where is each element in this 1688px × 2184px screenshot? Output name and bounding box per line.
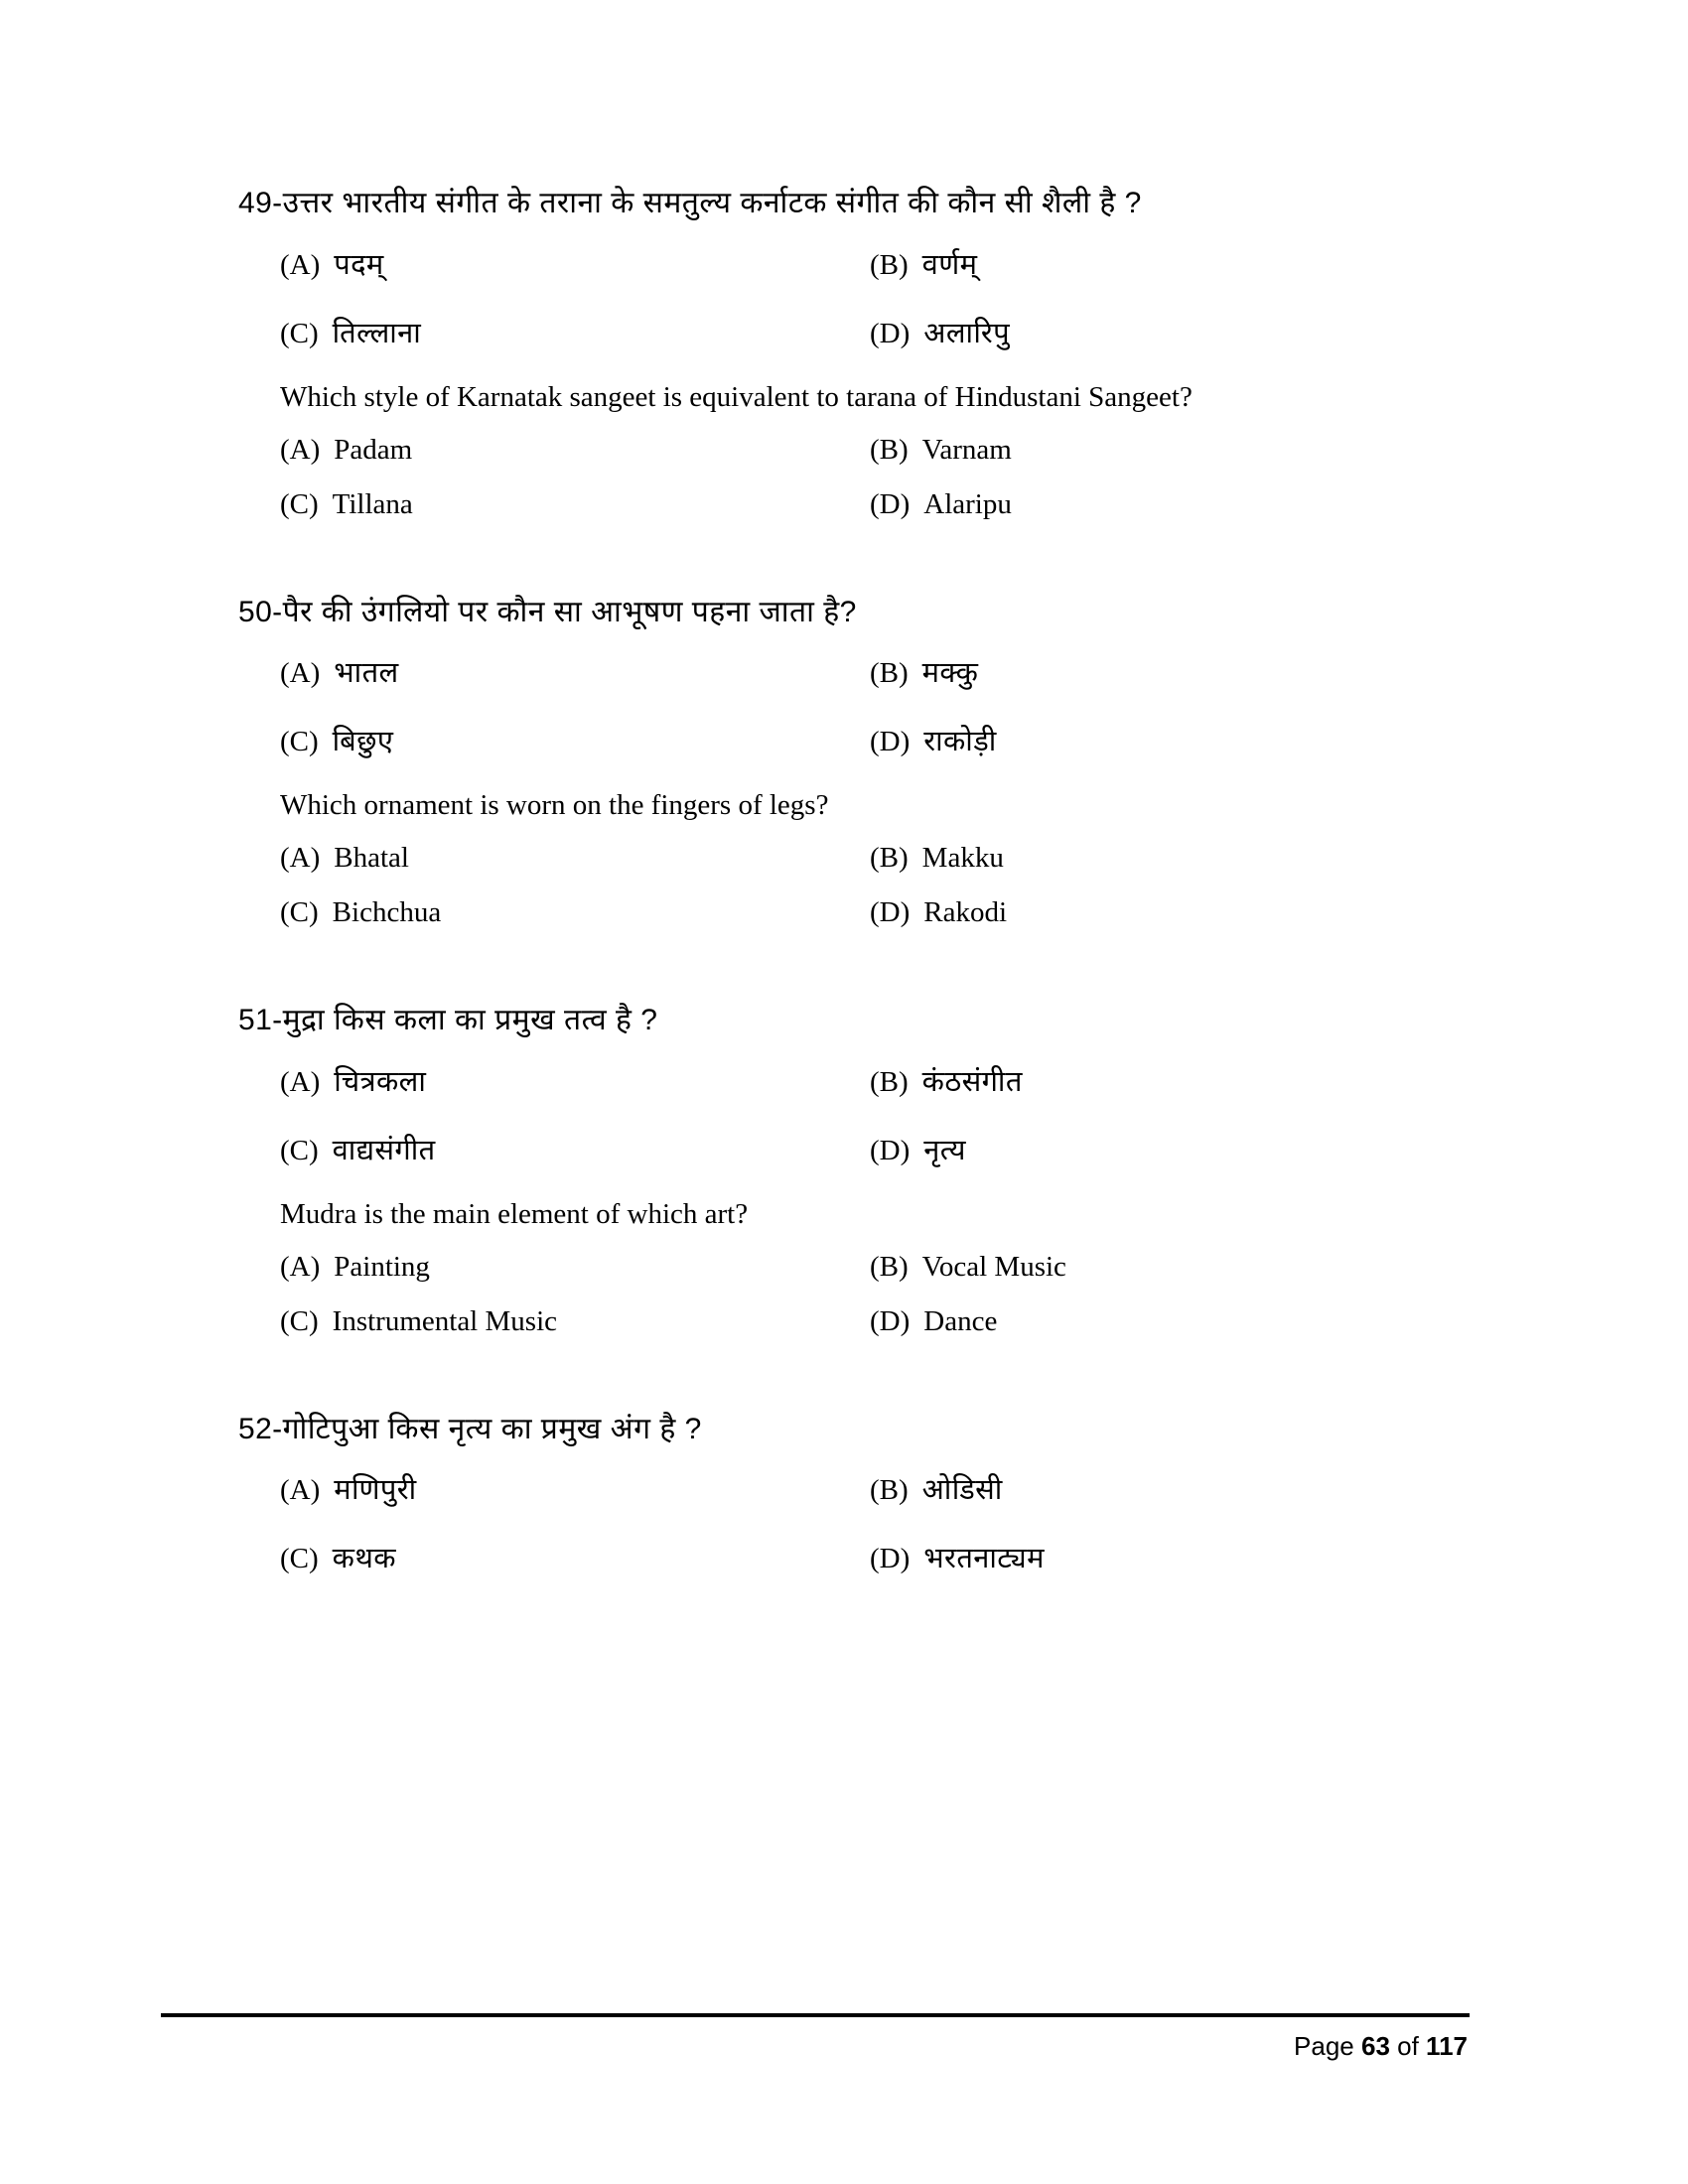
option-row <box>280 1251 1460 1284</box>
option-row <box>280 434 1460 467</box>
question-heading <box>238 1410 1460 1450</box>
option-row <box>280 244 1460 283</box>
option-label: (A) <box>280 842 321 874</box>
option-text: मक्कु <box>921 657 979 689</box>
option-row <box>280 1305 1460 1338</box>
option-d-english[interactable] <box>870 896 1460 929</box>
page-footer <box>1294 2031 1468 2062</box>
option-text: Varnam <box>921 433 1012 466</box>
option-d[interactable] <box>870 1538 1460 1576</box>
option-row <box>280 896 1460 929</box>
option-text: वर्णम् <box>921 248 978 281</box>
option-c[interactable] <box>280 721 870 759</box>
option-b[interactable] <box>870 1061 1460 1100</box>
option-a-english[interactable] <box>280 1251 870 1284</box>
question-number: 51- <box>238 1004 283 1036</box>
option-label: (D) <box>870 726 911 757</box>
option-text: तिल्लाना <box>332 317 422 349</box>
option-row <box>280 652 1460 691</box>
option-b[interactable] <box>870 652 1460 691</box>
footer-prefix: Page <box>1294 2031 1361 2061</box>
question-heading <box>238 1001 1460 1041</box>
option-d[interactable] <box>870 313 1460 351</box>
option-a[interactable] <box>280 1469 870 1508</box>
option-d-english[interactable] <box>870 488 1460 521</box>
question-number: 49- <box>238 187 283 219</box>
option-text: Dance <box>923 1304 998 1337</box>
option-c-english[interactable] <box>280 1305 870 1338</box>
option-row <box>280 313 1460 351</box>
question-number: 50- <box>238 595 283 628</box>
option-label: (A) <box>280 248 321 281</box>
option-row <box>280 1130 1460 1168</box>
option-text: ओडिसी <box>921 1474 1003 1506</box>
option-label: (B) <box>870 1474 909 1506</box>
option-label: (C) <box>280 1134 319 1166</box>
option-d-english[interactable] <box>870 1305 1460 1338</box>
options-hindi <box>280 244 1460 351</box>
question-block <box>238 184 1460 521</box>
option-text: कंठसंगीत <box>921 1065 1023 1098</box>
option-label: (A) <box>280 1250 321 1283</box>
option-row <box>280 842 1460 875</box>
option-b-english[interactable] <box>870 1251 1460 1284</box>
option-a[interactable] <box>280 1061 870 1100</box>
options-english <box>280 434 1460 521</box>
option-d[interactable] <box>870 721 1460 759</box>
option-label: (C) <box>280 317 319 349</box>
option-c[interactable] <box>280 1130 870 1168</box>
option-text: Makku <box>921 842 1004 874</box>
option-a-english[interactable] <box>280 434 870 467</box>
option-label: (A) <box>280 657 321 689</box>
option-a[interactable] <box>280 652 870 691</box>
option-label: (A) <box>280 433 321 466</box>
option-text: Vocal Music <box>921 1250 1066 1283</box>
question-block <box>238 593 1460 930</box>
option-row <box>280 721 1460 759</box>
option-label: (B) <box>870 248 909 281</box>
option-label: (C) <box>280 726 319 757</box>
option-row <box>280 1061 1460 1100</box>
options-hindi <box>280 652 1460 759</box>
option-c[interactable] <box>280 313 870 351</box>
options-english <box>280 842 1460 929</box>
option-label: (D) <box>870 1304 911 1337</box>
option-label: (D) <box>870 896 911 928</box>
option-label: (B) <box>870 1250 909 1283</box>
option-text: Bichchua <box>332 896 442 928</box>
option-text: Bhatal <box>334 842 409 874</box>
option-text: Padam <box>334 433 413 466</box>
option-label: (D) <box>870 317 911 349</box>
question-text-hindi: गोटिपुआ किस नृत्य का प्रमुख अंग है ? <box>282 1412 702 1445</box>
questions-container <box>238 184 1460 1648</box>
option-c-english[interactable] <box>280 488 870 521</box>
option-label: (B) <box>870 657 909 689</box>
option-text: भरतनाट्यम <box>923 1543 1045 1574</box>
option-text: Tillana <box>332 487 413 520</box>
option-row <box>280 1538 1460 1576</box>
option-text: Alaripu <box>923 487 1012 520</box>
question-heading <box>238 593 1460 633</box>
option-text: Rakodi <box>923 896 1008 928</box>
option-text: बिछुए <box>332 726 394 757</box>
option-label: (B) <box>870 433 909 466</box>
option-label: (D) <box>870 1134 911 1166</box>
question-heading <box>238 184 1460 224</box>
option-text: पदम् <box>334 248 384 281</box>
option-label: (C) <box>280 487 319 520</box>
options-hindi <box>280 1469 1460 1576</box>
footer-middle: of <box>1389 2031 1427 2061</box>
footer-total-pages: 117 <box>1426 2031 1468 2061</box>
option-d[interactable] <box>870 1130 1460 1168</box>
option-text: भातल <box>334 657 399 689</box>
footer-divider <box>161 2013 1470 2017</box>
option-label: (A) <box>280 1474 321 1506</box>
question-text-hindi: उत्तर भारतीय संगीत के तराना के समतुल्य कर्नाटक संगीत की कौन सी शैली है ? <box>282 187 1142 219</box>
option-text: Instrumental Music <box>332 1304 557 1337</box>
option-b[interactable] <box>870 244 1460 283</box>
option-text: नृत्य <box>923 1134 966 1166</box>
option-label: (C) <box>280 896 319 928</box>
option-a[interactable] <box>280 244 870 283</box>
option-text: अलारिपु <box>923 317 1011 349</box>
option-label: (C) <box>280 1304 319 1337</box>
option-text: वाद्यसंगीत <box>332 1134 436 1166</box>
question-text-hindi: मुद्रा किस कला का प्रमुख तत्व है ? <box>282 1004 658 1036</box>
option-text: चित्रकला <box>334 1065 427 1098</box>
question-text-english: Which style of Karnatak sangeet is equivalent to tarana of Hindustani Sangeet? <box>280 380 1193 413</box>
option-text: राकोड़ी <box>923 726 997 757</box>
question-block <box>238 1410 1460 1577</box>
option-label: (B) <box>870 1065 909 1098</box>
option-label: (D) <box>870 487 911 520</box>
option-label: (A) <box>280 1065 321 1098</box>
option-label: (D) <box>870 1543 911 1574</box>
option-text: मणिपुरी <box>334 1474 417 1506</box>
options-hindi <box>280 1061 1460 1168</box>
option-a-english[interactable] <box>280 842 870 875</box>
option-text: Painting <box>334 1250 430 1283</box>
option-b-english[interactable] <box>870 434 1460 467</box>
question-block <box>238 1001 1460 1338</box>
option-c-english[interactable] <box>280 896 870 929</box>
question-text-english: Mudra is the main element of which art? <box>280 1197 749 1230</box>
option-row <box>280 1469 1460 1508</box>
option-c[interactable] <box>280 1538 870 1576</box>
option-b[interactable] <box>870 1469 1460 1508</box>
question-text-hindi: पैर की उंगलियो पर कौन सा आभूषण पहना जाता है? <box>282 595 857 628</box>
option-b-english[interactable] <box>870 842 1460 875</box>
footer-page-number: 63 <box>1360 2031 1390 2061</box>
option-text: कथक <box>332 1543 396 1574</box>
options-english <box>280 1251 1460 1338</box>
option-row <box>280 488 1460 521</box>
question-text-english: Which ornament is worn on the fingers of legs? <box>280 789 829 821</box>
question-number: 52- <box>238 1412 283 1445</box>
option-label: (B) <box>870 842 909 874</box>
option-label: (C) <box>280 1543 319 1574</box>
